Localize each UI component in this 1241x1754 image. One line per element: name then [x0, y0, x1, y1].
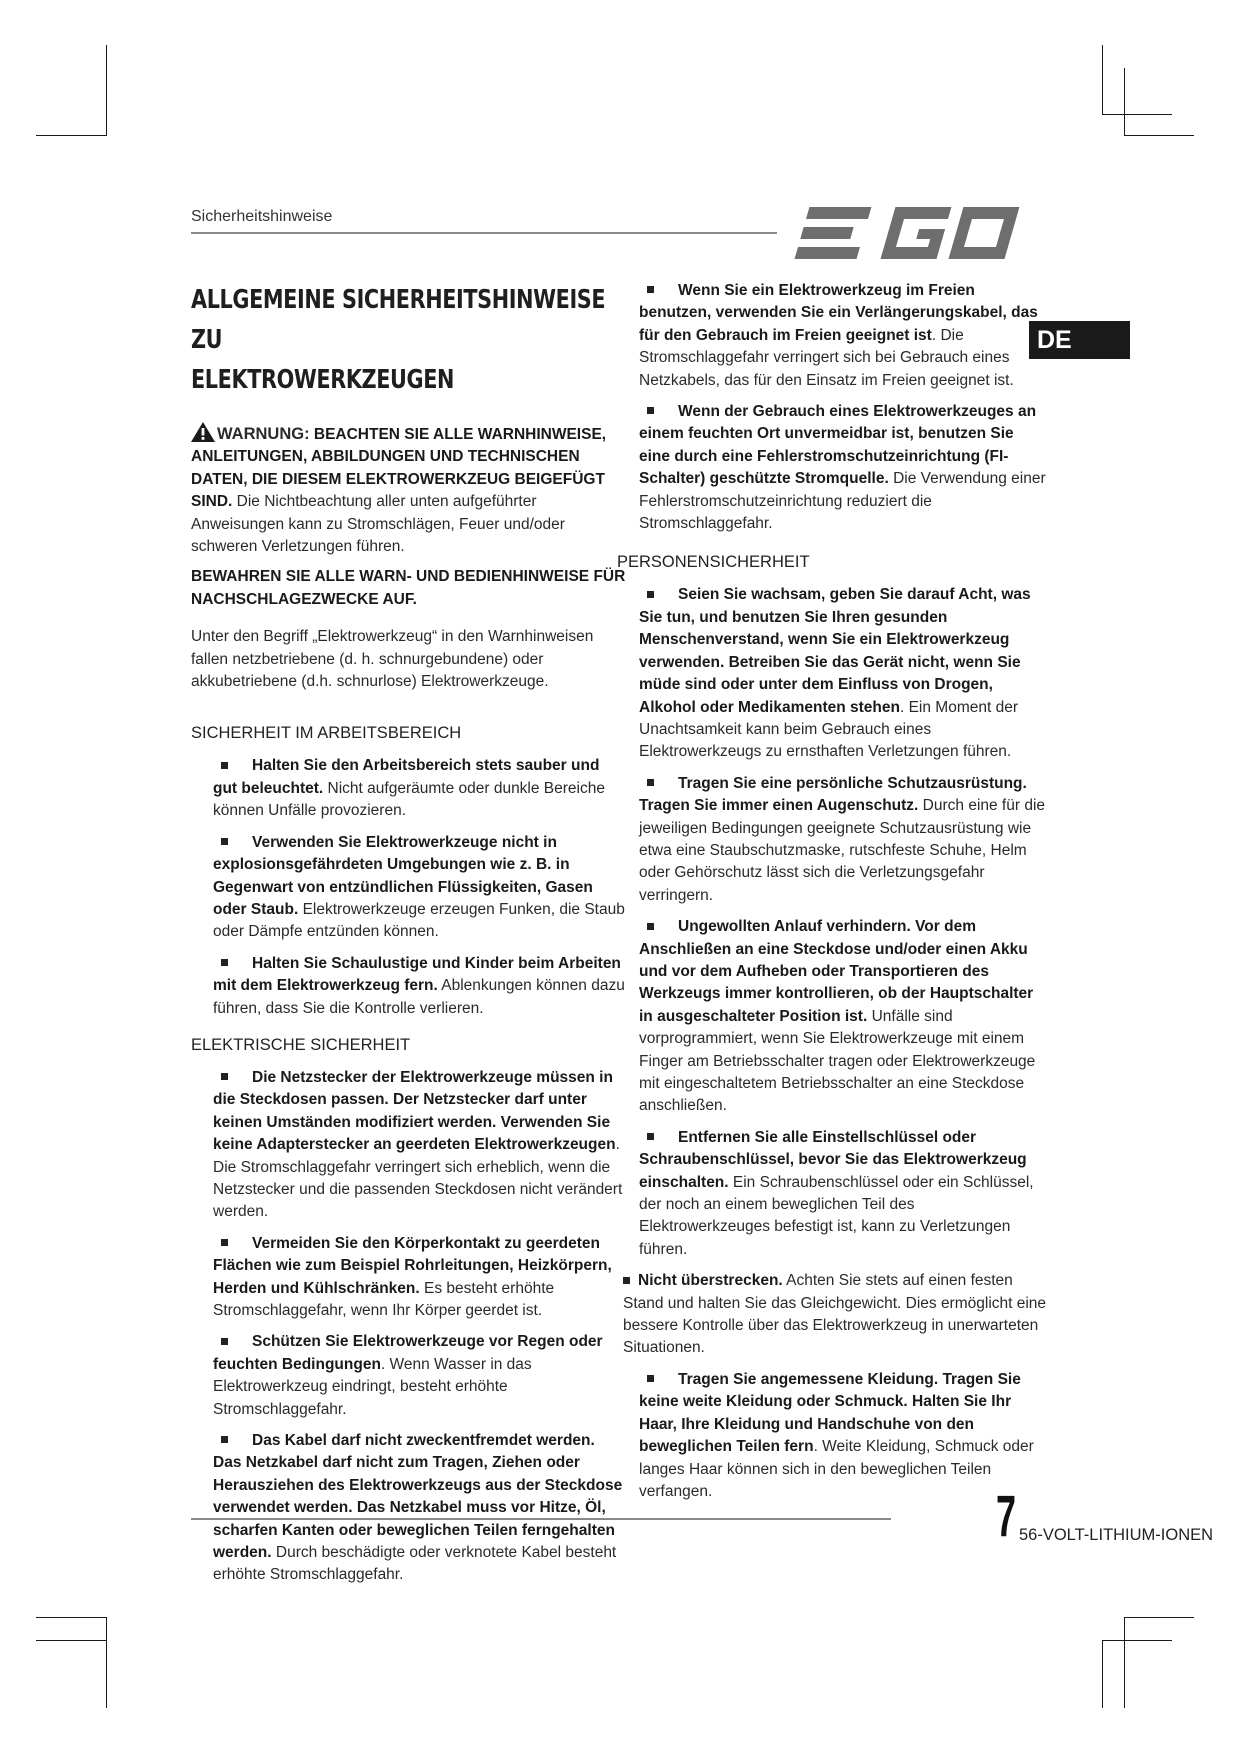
crop-mark [1124, 1617, 1194, 1618]
ego-logo [792, 205, 1022, 261]
list-item-text: Durch beschädigte oder verknotete Kabel besteht erhöhte Stromschlaggefahr. [213, 1544, 617, 1584]
list-item-text: . Wenn Wasser in das Elektrowerkzeug eindringt, besteht erhöhte Stromschlaggefahr. [213, 1355, 532, 1418]
list-item-bold: Entfernen Sie alle Einstellschlüssel oder Schraubenschlüssel, bevor Sie das Elektrowerkzeug einschalten. [639, 1128, 1027, 1191]
bullet-icon [221, 762, 228, 769]
page-title [191, 280, 626, 400]
crop-mark [1102, 1640, 1172, 1641]
list-item-bold: Die Netzstecker der Elektrowerkzeuge müssen in die Steckdosen passen. Der Netzstecker darf unter keinen Umständen modifiziert werden. Verwenden Sie keine Adapterstecker an geerdeten Elektrowerkzeugen [213, 1068, 616, 1154]
crop-mark [106, 1617, 107, 1708]
list-item-text: Die Verwendung einer Fehlerstromschutzeinrichtung reduziert die Stromschlaggefahr. [639, 470, 1046, 533]
page-title-line: ALLGEMEINE SICHERHEITSHINWEISE ZU [191, 285, 606, 355]
crop-mark [106, 45, 107, 136]
list-item-bold: Halten Sie Schaulustige und Kinder beim Arbeiten mit dem Elektrowerkzeug fern. [213, 954, 621, 995]
keep-notice: BEWAHREN SIE ALLE WARN- UND BEDIENHINWEISE FÜR NACHSCHLAGEZWECKE AUF. [191, 568, 626, 608]
list-item [213, 1067, 626, 1224]
warning-paragraph [191, 422, 626, 558]
list-item [639, 1127, 1047, 1261]
list-item [213, 832, 626, 944]
header-rule [191, 232, 777, 234]
list-item-bold: Vermeiden Sie den Körperkontakt zu geerdeten Flächen wie zum Beispiel Rohrleitungen, Heizkörpern, Herden und Kühlschränken. [213, 1234, 612, 1297]
list-item [213, 1430, 626, 1587]
bullet-icon [221, 1073, 228, 1080]
bullet-icon [647, 779, 654, 786]
warning-label: WARNUNG: [217, 425, 310, 443]
list-item-text: Es besteht erhöhte Stromschlaggefahr, wenn Ihr Körper geerdet ist. [213, 1279, 555, 1319]
list-item-bold: Wenn der Gebrauch eines Elektrowerkzeuges an einem feuchten Ort unvermeidbar ist, benutzen Sie eine durch eine Fehlerstromschutzeinrichtung (FI-Schalter) geschützte Stromquelle. [639, 403, 1037, 488]
list-item-text: . Die Stromschlaggefahr verringert sich erheblich, wenn die Netzstecker und die passenden Steckdosen nicht verändert werden. [213, 1136, 623, 1221]
list-item-text: Ablenkungen können dazu führen, dass Sie die Kontrolle verlieren. [213, 977, 625, 1017]
bullet-icon [221, 1338, 228, 1345]
language-tab: DE [1029, 321, 1130, 359]
personal-list [617, 584, 1047, 1503]
list-item [639, 401, 1047, 535]
bullet-icon [221, 1239, 228, 1246]
list-item-bold: Verwenden Sie Elektrowerkzeuge nicht in explosionsgefährdeten Umgebungen wie z. B. in Gegenwart von entzündlichen Flüssigkeiten, Gasen oder Staub. [213, 833, 593, 918]
list-item [639, 584, 1047, 763]
work-area-list [191, 755, 626, 1019]
crop-mark [1124, 1617, 1125, 1708]
list-item-text: Nicht aufgeräumte oder dunkle Bereiche können Unfälle provozieren. [213, 779, 605, 820]
footer-product-name: 56-VOLT-LITHIUM-IONEN [1019, 1526, 1214, 1544]
list-item-text: . Ein Moment der Unachtsamkeit kann beim Gebrauch eines Elektrowerkzeugs zu ernsthaften Verletzungen führen. [639, 698, 1018, 761]
crop-mark [1102, 1640, 1103, 1708]
bullet-icon [623, 1277, 630, 1284]
list-item [639, 773, 1047, 907]
list-item [639, 280, 1047, 392]
page-title-line: ELEKTROWERKZEUGEN [191, 365, 455, 395]
list-item [213, 755, 626, 822]
warning-triangle-icon [191, 422, 215, 442]
list-item-text: . Die Stromschlaggefahr verringert sich bei Gebrauch eines Netzkabels, das für den Einsatz im Freien geeignet ist. [639, 326, 1014, 389]
list-item-text: Unfälle sind vorprogrammiert, wenn Sie Elektrowerkzeuge mit einem Finger am Betriebsschalter tragen oder Elektrowerkzeuge mit eingeschaltetem Betriebsschalter an eine Steckdose anschließen. [639, 1007, 1036, 1115]
list-item-bold: Halten Sie den Arbeitsbereich stets sauber und gut beleuchtet. [213, 757, 600, 797]
footer-rule [191, 1518, 891, 1520]
bullet-icon [647, 407, 654, 414]
crop-mark [1102, 45, 1103, 115]
list-item [639, 1369, 1047, 1503]
electrical-list-continued [617, 280, 1047, 535]
section-heading-electrical: ELEKTRISCHE SICHERHEIT [191, 1035, 411, 1054]
bullet-icon [221, 959, 228, 966]
list-item-bold: Tragen Sie angemessene Kleidung. Tragen Sie keine weite Kleidung oder Schmuck. Halten Sie Ihr Haar, Ihre Kleidung und Handschuhe von den beweglichen Teilen fern [639, 1370, 1021, 1456]
list-item-text: Elektrowerkzeuge erzeugen Funken, die Staub oder Dämpfe entzünden können. [213, 900, 625, 941]
list-item-bold: Nicht überstrecken. [638, 1272, 783, 1290]
bullet-icon [647, 923, 654, 930]
list-item-bold: Schützen Sie Elektrowerkzeuge vor Regen oder feuchten Bedingungen [213, 1333, 603, 1373]
warning-bold-text: BEACHTEN SIE ALLE WARNHINWEISE, ANLEITUNGEN, ABBILDUNGEN UND TECHNISCHEN DATEN, DIE DIESEM ELEKTROWERKZEUG BEIGEFÜGT SIND. [191, 426, 607, 511]
list-item-text: Achten Sie stets auf einen festen Stand und halten Sie das Gleichgewicht. Dies ermöglicht eine bessere Kontrolle über das Elektrowerkzeug in unerwarteten Situationen. [623, 1272, 1047, 1357]
section-heading-work-area: SICHERHEIT IM ARBEITSBEREICH [191, 724, 462, 743]
list-item-text: Ein Schraubenschlüssel oder ein Schlüssel, der noch an einem beweglichen Teil des Elektrowerkzeuges befestigt ist, kann zu Verletzungen führen. [639, 1173, 1034, 1258]
bullet-icon [647, 591, 654, 598]
list-item-bold: Ungewollten Anlauf verhindern. Vor dem Anschließen an eine Steckdose und/oder einen Akku und vor dem Aufheben oder Transportieren des Werkzeugs immer kontrollieren, ob der Hauptschalter in ausgeschalteter Position ist. [639, 918, 1034, 1025]
list-item-bold: Wenn Sie ein Elektrowerkzeug im Freien benutzen, verwenden Sie ein Verlängerungskabel, das für den Gebrauch im Freien geeignet ist [639, 282, 1038, 344]
bullet-icon [647, 1133, 654, 1140]
list-item-bold: Seien Sie wachsam, geben Sie darauf Acht, was Sie tun, und benutzen Sie Ihren gesunden Menschenverstand, wenn Sie ein Elektrowerkzeug verwenden. Betreiben Sie das Gerät nicht, wenn Sie müde sind oder unter dem Einfluss von Drogen, Alkohol oder Medikamenten stehen [639, 586, 1031, 716]
left-column [191, 280, 626, 1596]
list-item [623, 1270, 1047, 1360]
list-item-bold: Das Kabel darf nicht zweckentfremdet werden. Das Netzkabel darf nicht zum Tragen, Ziehen oder Herausziehen des Elektrowerkzeugs aus der Steckdose verwendet werden. Das Netzkabel muss vor Hitze, Öl, scharfen Kanten oder beweglichen Teilen ferngehalten werden. [213, 1432, 623, 1562]
crop-mark [1102, 114, 1172, 115]
bullet-icon [647, 286, 654, 293]
list-item [639, 916, 1047, 1118]
crop-mark [1124, 68, 1125, 136]
crop-mark [36, 1617, 106, 1618]
crop-mark [36, 135, 106, 136]
list-item [213, 1331, 626, 1421]
section-heading-personal: PERSONENSICHERHEIT [617, 553, 810, 572]
header-section-label: Sicherheitshinweise [191, 208, 333, 225]
crop-mark [36, 1640, 106, 1641]
bullet-icon [221, 838, 228, 845]
warning-text: Die Nichtbeachtung aller unten aufgeführter Anweisungen kann zu Stromschlägen, Feuer und/oder schweren Verletzungen führen. [191, 493, 565, 556]
crop-mark [1124, 135, 1194, 136]
list-item-bold: Tragen Sie eine persönliche Schutzausrüstung. Tragen Sie immer einen Augenschutz. [639, 774, 1027, 815]
list-item [213, 1233, 626, 1323]
bullet-icon [221, 1436, 228, 1443]
list-item-text: Durch eine für die jeweiligen Bedingungen geeignete Schutzausrüstung wie etwa eine Staubschutzmaske, rutschfeste Schuhe, Helm oder Gehörschutz lässt sich die Verletzungsgefahr verringern. [639, 797, 1046, 904]
definition-paragraph: Unter den Begriff „Elektrowerkzeug“ in den Warnhinweisen fallen netzbetriebene (d. h. schnurgebundene) oder akkubetriebene (d.h. schnurlose) Elektrowerkzeuge. [191, 628, 594, 691]
page-number: 7 [996, 1484, 1017, 1549]
list-item-text: . Weite Kleidung, Schmuck oder langes Haar können sich in den beweglichen Teilen verfangen. [639, 1438, 1034, 1500]
electrical-list [191, 1067, 626, 1587]
list-item [213, 953, 626, 1020]
right-column [617, 280, 1047, 1512]
bullet-icon [647, 1375, 654, 1382]
